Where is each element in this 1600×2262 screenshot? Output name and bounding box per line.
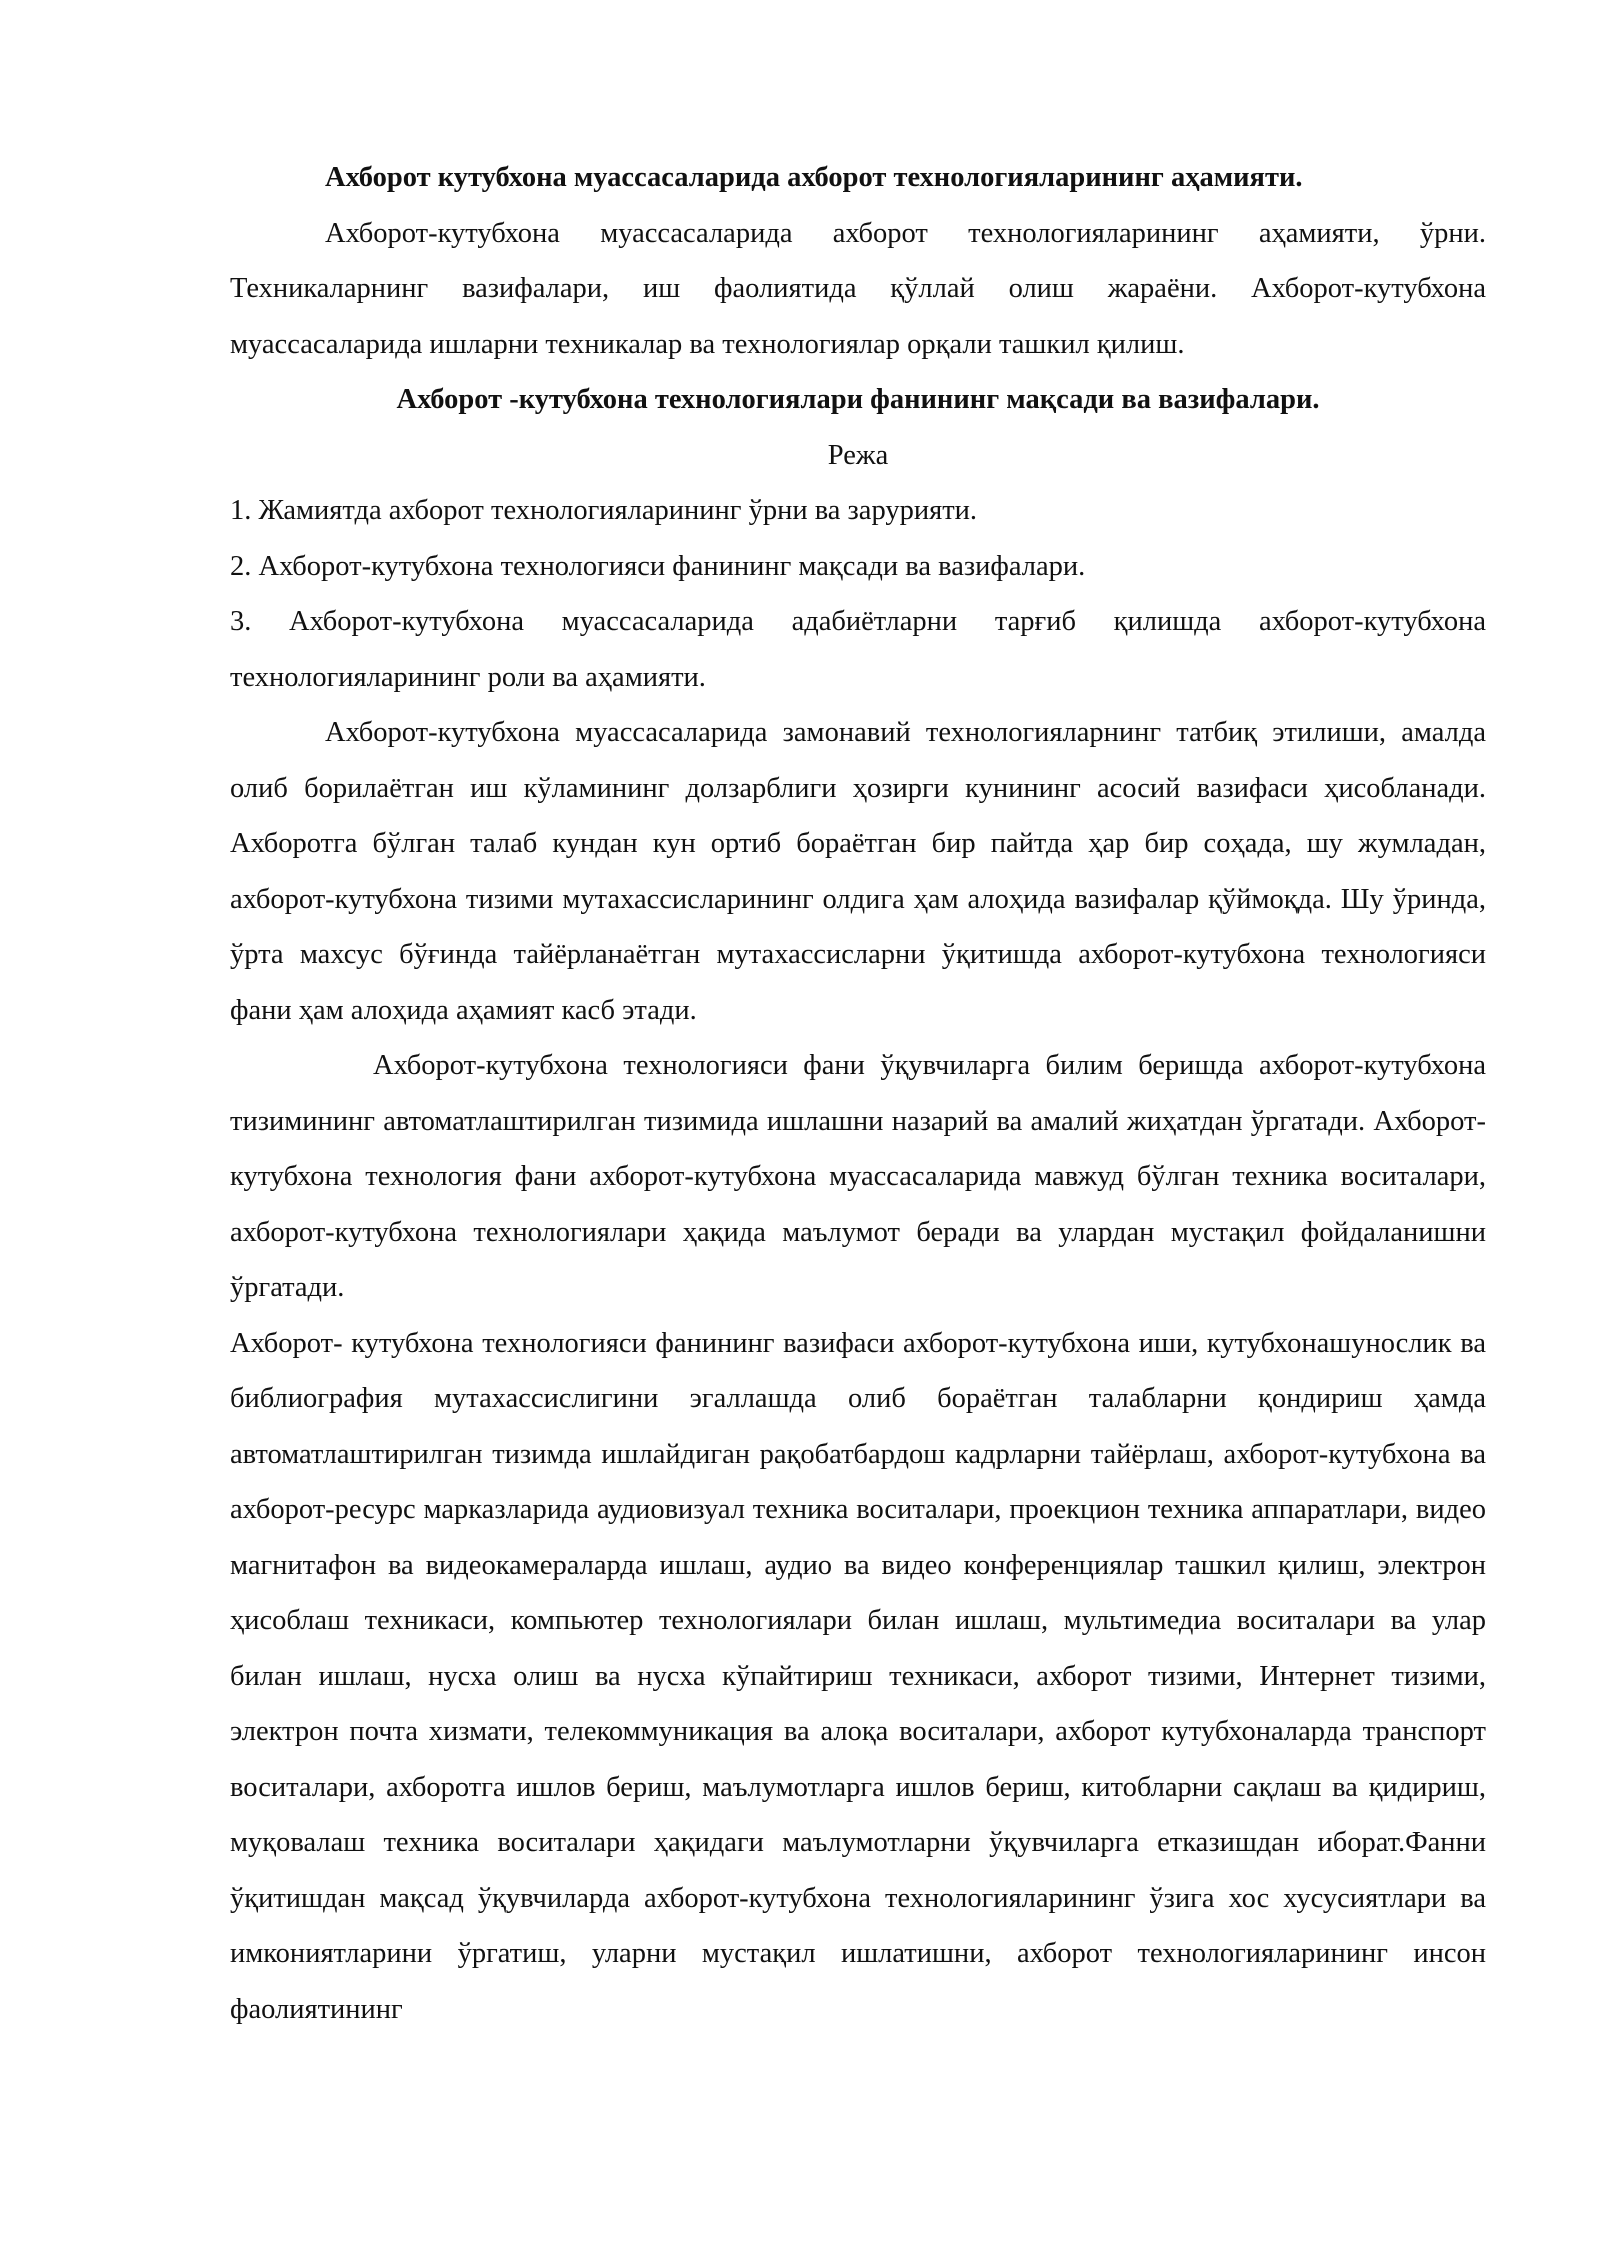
plan-heading: Режа [827, 439, 889, 471]
intro-paragraph: Ахборот-кутубхона муассасаларида ахборот технологияларининг аҳамияти, ўрни. Техникаларнинг вазифалари, иш фаолиятида қўллай олиш жараёни. Ахборот-кутубхона муассасаларида ишларни техникалар ва технологиялар орқали ташкил қилиш. [230, 217, 1486, 360]
body-paragraph: Ахборот-кутубхона технологияси фани ўқувчиларга билим беришда ахборот-кутубхона тизимининг автоматлаштирилган тизимида ишлашни назарий ва амалий жиҳатдан ўргатади. Ахборот-кутубхона технология фани ахборот-кутубхона муассасаларида мавжуд бўлган техника воситалари, ахборот-кутубхона технологиялари ҳақида маълумот беради ва улардан мустақил фойдаланишни ўргатади. [230, 1050, 1486, 1303]
body-paragraph: Ахборот- кутубхона технологияси фанининг вазифаси ахборот-кутубхона иши, кутубхонашунослик ва библиография мутахассислигини эгаллашда олиб бораётган талабларни қондириш ҳамда автоматлаштирилган тизимда ишлайдиган рақобатбардош кадрларни тайёрлаш, ахборот-кутубхона ва ахборот-ресурс марказларида аудиовизуал техника воситалари, проекцион техника аппаратлари, видео магнитафон ва видеокамераларда ишлаш, аудио ва видео конференциялар ташкил қилиш, электрон ҳисоблаш техникаси, компьютер технологиялари билан ишлаш, мультимедиа воситалари ва улар билан ишлаш, нусха олиш ва нусха кўпайтириш техникаси, ахборот тизими, Интернет тизими, электрон почта хизмати, телекоммуникация ва алоқа воситалари, ахборот кутубхоналарда транспорт воситалари, ахборотга ишлов бериш, маълумотларга ишлов бериш, китобларни сақлаш ва қидириш, муқовалаш техника воситалари ҳақидаги маълумотларни ўқувчиларга етказишдан иборат.Фанни ўқитишдан мақсад ўқувчиларда ахборот-кутубхона технологияларининг ўзига хос хусусиятлари ва имкониятларини ўргатиш, уларни мустақил ишлатишни, ахборот технологияларининг инсон фаолиятининг [230, 1327, 1486, 2025]
plan-item: 2. Ахборот-кутубхона технологияси фанининг мақсади ва вазифалари. [230, 550, 1086, 582]
document-page [230, 150, 1486, 2037]
section-subtitle: Ахборот -кутубхона технологиялари фанининг мақсади ва вазифалари. [396, 384, 1320, 415]
document-title: Ахборот кутубхона муассасаларида ахборот технологияларининг аҳамияти. [325, 162, 1303, 193]
plan-item: 1. Жамиятда ахборот технологияларининг ўрни ва зарурияти. [230, 495, 978, 526]
plan-item: 3. Ахборот-кутубхона муассасаларида адабиётларни тарғиб қилишда ахборот-кутубхона технологияларининг роли ва аҳамияти. [230, 606, 1486, 693]
body-paragraph: Ахборот-кутубхона муассасаларида замонавий технологияларнинг татбиқ этилиши, амалда олиб борилаётган иш кўламининг долзарблиги ҳозирги кунининг асосий вазифаси ҳисобланади. Ахборотга бўлган талаб кундан кун ортиб бораётган бир пайтда ҳар бир соҳада, шу жумладан, ахборот-кутубхона тизими мутахассисларининг олдига ҳам алоҳида вазифалар қўймоқда. Шу ўринда, ўрта махсус бўғинда тайёрланаётган мутахассисларни ўқитишда ахборот-кутубхона технологияси фани ҳам алоҳида аҳамият касб этади. [230, 717, 1486, 1026]
